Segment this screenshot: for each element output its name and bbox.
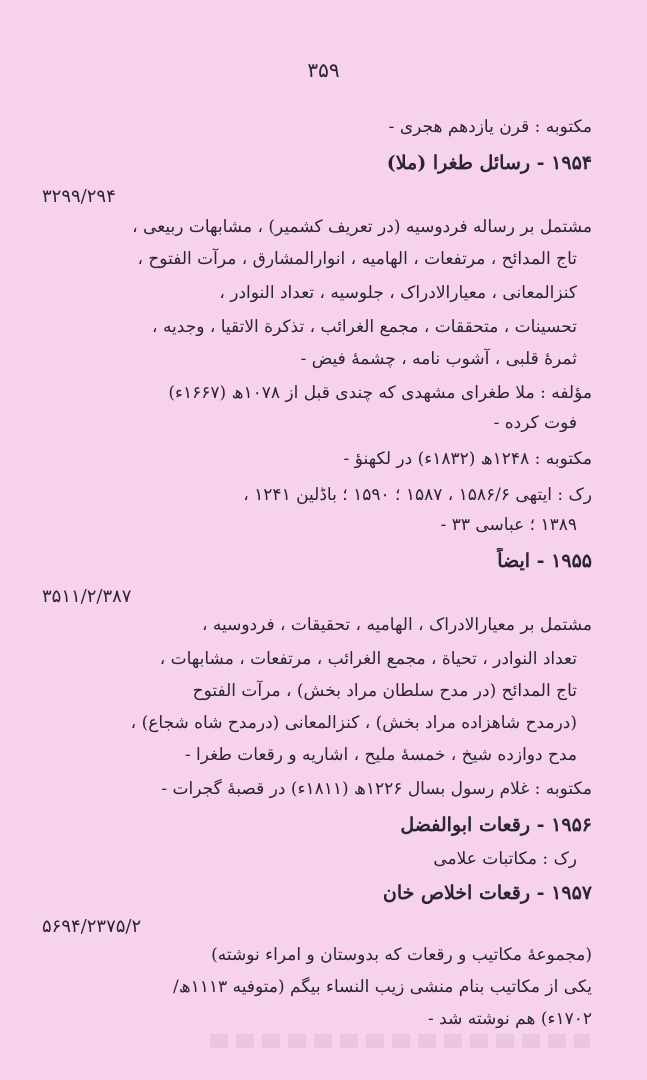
- entry-heading-1957: ۱۹۵۷ - رقعات اخلاص خان: [382, 882, 592, 904]
- entry-heading-1956: ۱۹۵۶ - رقعات ابوالفضل: [400, 814, 592, 836]
- text-line: مکتوبه : ۱۲۴۸ھ (۱۸۳۲ء) در لکهنؤ -: [343, 449, 592, 469]
- text-line: تاج المدائح ، مرتفعات ، الهامیه ، انوارالمشارق ، مرآت الفتوح ،: [137, 249, 577, 269]
- text-line: مشتمل بر رساله فردوسیه (در تعریف کشمیر) ، مشابهات ربیعی ،: [132, 217, 592, 237]
- text-line: تاج المدائح (در مدح سلطان مراد بخش) ، مرآت الفتوح: [192, 681, 577, 701]
- text-line: کنزالمعانی ، معیارالادراک ، جلوسیه ، تعداد النوادر ،: [219, 283, 577, 303]
- text-line: مدح دوازده شیخ ، خمسهٔ ملیح ، اشاریه و رقعات طغرا -: [184, 745, 577, 765]
- text-line: ۱۷۰۲ء) هم نوشته شد -: [428, 1009, 592, 1029]
- text-line: (مجموعهٔ مکاتیب و رقعات که بدوستان و امراء نوشته): [211, 945, 592, 965]
- text-line: فوت کرده -: [493, 413, 577, 433]
- catalog-number: ۳۵۱۱/۲/۳۸۷: [42, 586, 132, 607]
- entry-heading-1955: ۱۹۵۵ - ایضاً: [497, 550, 592, 572]
- text-line: مشتمل بر معیارالادراک ، الهامیه ، تحقیقات ، فردوسیه ،: [201, 615, 592, 635]
- text-line: ۱۳۸۹ ؛ عباسی ۳۳ -: [440, 515, 577, 535]
- text-line: ثمرهٔ قلبی ، آشوب نامه ، چشمهٔ فیض -: [300, 349, 577, 369]
- text-line: مکتوبه : غلام رسول بسال ۱۲۲۶ھ (۱۸۱۱ء) در قصبهٔ گجرات -: [161, 779, 592, 799]
- text-line: رک : ایتهی ۱۵۸۶/۶ ، ۱۵۸۷ ؛ ۱۵۹۰ ؛ باڈلین ۱۲۴۱ ،: [243, 485, 592, 505]
- text-line: یکی از مکاتیب بنام منشی زیب النساء بیگم (متوفیه ۱۱۱۳ھ/: [173, 977, 592, 997]
- text-line: (درمدح شاهزاده مراد بخش) ، کنزالمعانی (درمدح شاه شجاع) ،: [130, 713, 577, 733]
- text-line: تحسینات ، متحققات ، مجمع الغرائب ، تذکرة الاتقیا ، وجدیه ،: [152, 317, 577, 337]
- catalog-number: ۵۶۹۴/۲۳۷۵/۲: [42, 916, 142, 937]
- entry-heading-1954: ۱۹۵۴ - رسائل طغرا (ملا): [386, 152, 592, 174]
- bleed-through-text: [210, 1034, 590, 1048]
- text-line: رک : مکاتبات علامی: [433, 849, 577, 869]
- page-number: ۳۵۹: [307, 58, 340, 82]
- catalog-number: ۳۲۹۹/۲۹۴: [42, 186, 116, 207]
- text-line: مؤلفه : ملا طغرای مشهدی که چندی قبل از ۱۰۷۸ھ (۱۶۶۷ء): [168, 383, 592, 403]
- text-line: تعداد النوادر ، تحیاة ، مجمع الغرائب ، مرتفعات ، مشابهات ،: [159, 649, 577, 669]
- text-line: مکتوبه : قرن یازدهم هجری -: [388, 117, 592, 137]
